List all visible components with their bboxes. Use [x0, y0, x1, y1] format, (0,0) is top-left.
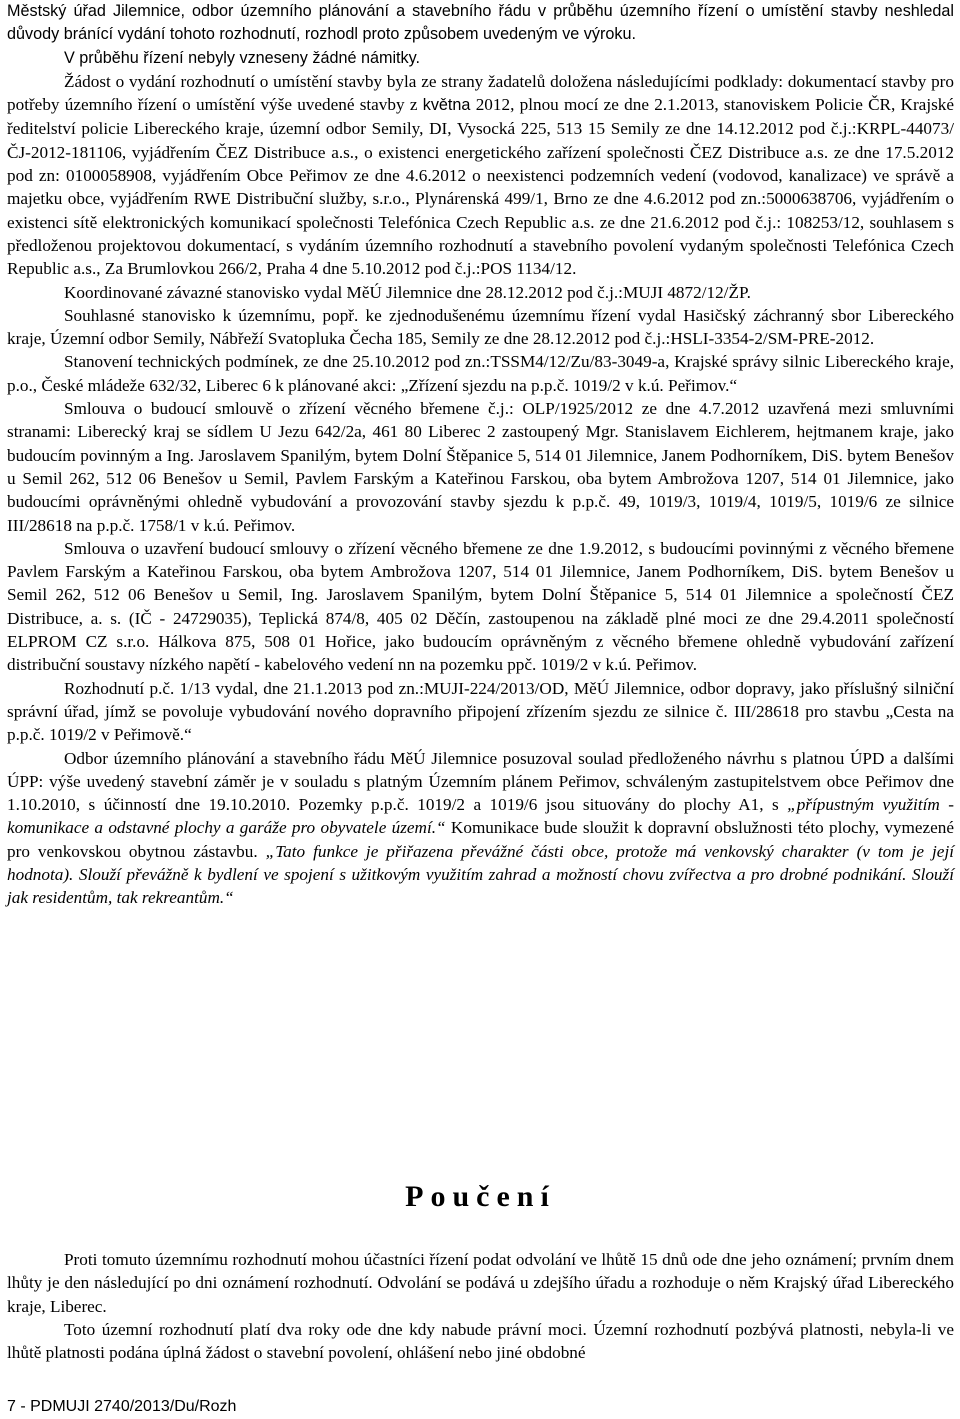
paragraph-land-use-plan: [7, 747, 954, 910]
paragraph-appeal: Proti tomuto územnímu rozhodnutí mohou účastníci řízení podat odvolání ve lhůtě 15 dnů ode dne jeho oznámení; prvním dnem lhůty je den následující po dni oznámení rozhodnutí. Odvolání se podává u zdejšího úřadu a rozhoduje o něm Krajský úřad Libereckého kraje, Liberec.: [7, 1250, 954, 1316]
paragraph-application-documents: [7, 70, 954, 281]
paragraph-validity: Toto územní rozhodnutí platí dva roky ode dne kdy nabude právní moci. Územní rozhodnutí pozbývá platnosti, nebyla-li ve lhůtě platnosti podána úplná žádost o stavební povolení, ohlášení nebo jiné obdobné: [7, 1319, 954, 1363]
paragraph-fire-rescue-statement: Souhlasné stanovisko k územnímu, popř. ke zjednodušenému územnímu řízení vydal Hasičský záchranný sbor Libereckého kraje, Územní odbor Semily, Nábřeží Svatopluka Čecha 185, Semily ze dne 28.12.2012 pod č.j.:HSLI-3354-2/SM-PRE-2012.: [7, 305, 954, 349]
paragraph-land-use-plan-part2: Komunikace bude sloužit k dopravní obslužnosti této plochy, vymezené pro venkovskou obytnou zástavbu.: [7, 818, 954, 861]
page-footer: 7 - PDMUJI 2740/2013/Du/Rozh: [7, 1398, 237, 1415]
paragraph-no-objections: V průběhu řízení nebyly vzneseny žádné námitky.: [64, 48, 421, 67]
paragraph-land-use-plan-quote1: „přípustným využitím - komunikace a odstavné plochy a garáže pro obyvatele území.“: [7, 795, 954, 838]
paragraph-technical-conditions: Stanovení technických podmínek, ze dne 25.10.2012 pod zn.:TSSM4/12/Zu/83-3049-a, Krajské správy silnic Libereckého kraje, p.o., České mládeže 632/32, Liberec 6 k plánované akci: „Zřízení sjezdu na p.p.č. 1019/2 v k.ú. Peřimov.“: [7, 352, 954, 395]
paragraph-application-documents-part2: 2012, plnou mocí ze dne 2.1.2013, stanoviskem Policie ČR, Krajské ředitelství policie Libereckého kraje, územní odbor Semily, DI, Vysocká 225, 513 15 Semily ze dne 14.12.2012 pod č.j.:KRPL-44073/ČJ-2012-181106, vyjádřením ČEZ Distribuce a.s., o existenci energetického zařízení společnosti ČEZ Distribuce a.s. ze dne 17.5.2012 pod zn: 0100058908, vyjádřením Obce Peřimov ze dne 4.6.2012 o neexistenci podzemních vedení (vodovod, kanalizace) ve správě a majetku obce, vyjádřením RWE Distribuční služby, s.r.o., Plynárenská 499/1, Brno ze dne 4.6.2012 pod zn.:5000638706, vyjádřením o existenci sítě elektronických komunikací společnosti Telefónica Czech Republic a.s. ze dne 21.6.2012 pod č.j.: 108253/12, souhlasem s předloženou projektovou dokumentací, s vydáním územního rozhodnutí a stavebního povolení vydaným společnosti Telefónica Czech Republic a.s., Za Brumlovkou 266/2, Praha 4 dne 5.10.2012 pod č.j.:POS 1134/12.: [7, 95, 955, 279]
reasoning-section: [7, 0, 954, 910]
instructions-section: [7, 1248, 954, 1364]
paragraph-road-decision: Rozhodnutí p.č. 1/13 vydal, dne 21.1.2013 pod zn.:MUJI-224/2013/OD, MěÚ Jilemnice, odbor dopravy, jako příslušný silniční správní úřad, jímž se povoluje vybudování nového dopravního připojení zřízením sjezdu ze silnice č. III/28618 pro stavbu „Cesta na p.p.č. 1019/2 v Peřimově.“: [7, 678, 954, 745]
paragraph-application-documents-part1: Žádost o vydání rozhodnutí o umístění stavby byla ze strany žadatelů doložena následujícími podklady: dokumentací stavby pro potřeby územního řízení o umístění výše uvedené stavby z: [7, 71, 954, 115]
paragraph-land-use-plan-quote2: „Tato funkce je přiřazena převážné části obce, protože má venkovský charakter (v tom je její hodnota). Slouží převážně k bydlení ve spojení s užitkovým využitím zahrad a možností chovu zvířectva a pro drobné podnikání. Slouží jak residentům, tak rekreantům.“: [7, 841, 954, 908]
paragraph-intro: Městský úřad Jilemnice, odbor územního plánování a stavebního řádu v průběhu územního řízení o umístění stavby neshledal důvody bránící vydání tohoto rozhodnutí, rozhodl proto způsobem uvedeným ve výroku.: [7, 2, 954, 44]
document-page: [7, 0, 955, 1415]
section-title: Poučení: [405, 1180, 556, 1213]
paragraph-application-documents-month: května: [422, 96, 471, 115]
paragraph-easement-contract: Smlouva o budoucí smlouvě o zřízení věcného břemene č.j.: OLP/1925/2012 ze dne 4.7.2012 uzavřená mezi smluvními stranami: Liberecký kraj se sídlem U Jezu 642/2a, 461 80 Liberec 2 zastoupený Mgr. Stanislavem Eichlerem, hejtmanem kraje, jako budoucím povinným a Ing. Jaroslavem Spanilým, bytem Dolní Štěpanice 5, 514 01 Jilemnice, Janem Podhorníkem, DiS. bytem Benešov u Semil 262, 512 06 Benešov u Semil, Pavlem Farským a Kateřinou Farskou, oba bytem Ambrožova 1207, 514 01 Jilemnice, jako budoucími oprávněnými ohledně vybudování a provozování stavby sjezdu k p.p.č. 49, 1019/3, 1019/4, 1019/5, 1019/6 ze silnice III/28618 na p.p.č. 1758/1 v k.ú. Peřimov.: [7, 399, 954, 535]
paragraph-coordinated-statement: Koordinované závazné stanovisko vydal MěÚ Jilemnice dne 28.12.2012 pod č.j.:MUJI 4872/12/ŽP.: [64, 282, 751, 302]
paragraph-land-use-plan-part1: Odbor územního plánování a stavebního řádu MěÚ Jilemnice posuzoval soulad předloženého návrhu s platnou ÚPD a dalšími ÚPP: výše uvedený stavební záměr je v souladu s platným Územním plánem Peřimov, schváleným zastupitelstvem obce Peřimov dne 1.10.2010, s účinností dne 19.10.2010. Pozemky p.p.č. 1019/2 a 1019/6 jsou situovány do plochy A1, s: [7, 748, 954, 815]
section-heading-wrap: [7, 1180, 954, 1214]
paragraph-future-easement-contract: Smlouva o uzavření budoucí smlouvy o zřízení věcného břemene ze dne 1.9.2012, s budoucími povinnými z věcného břemene Pavlem Farským a Kateřinou Farskou, oba bytem Ambrožova 1207, 514 01 Jilemnice, Janem Podhorníkem, DiS. bytem Benešov u Semil 262, 512 06 Benešov u Semil, Ing. Jaroslavem Spanilým, bytem Dolní Štěpanice 5, 514 01 Jilemnice a společností ČEZ Distribuce, a. s. (IČ - 24729035), Teplická 874/8, 405 02 Děčín, zastoupenou na základě plné moci ze dne 29.4.2011 společností ELPROM CZ s.r.o. Hálkova 875, 508 01 Hořice, jako budoucím oprávněným z věcného břemene ohledně vybudování zařízení distribuční soustavy nízkého napětí - kabelového vedení nn na pozemku ppč. 1019/2 v k.ú. Peřimov.: [7, 538, 954, 675]
